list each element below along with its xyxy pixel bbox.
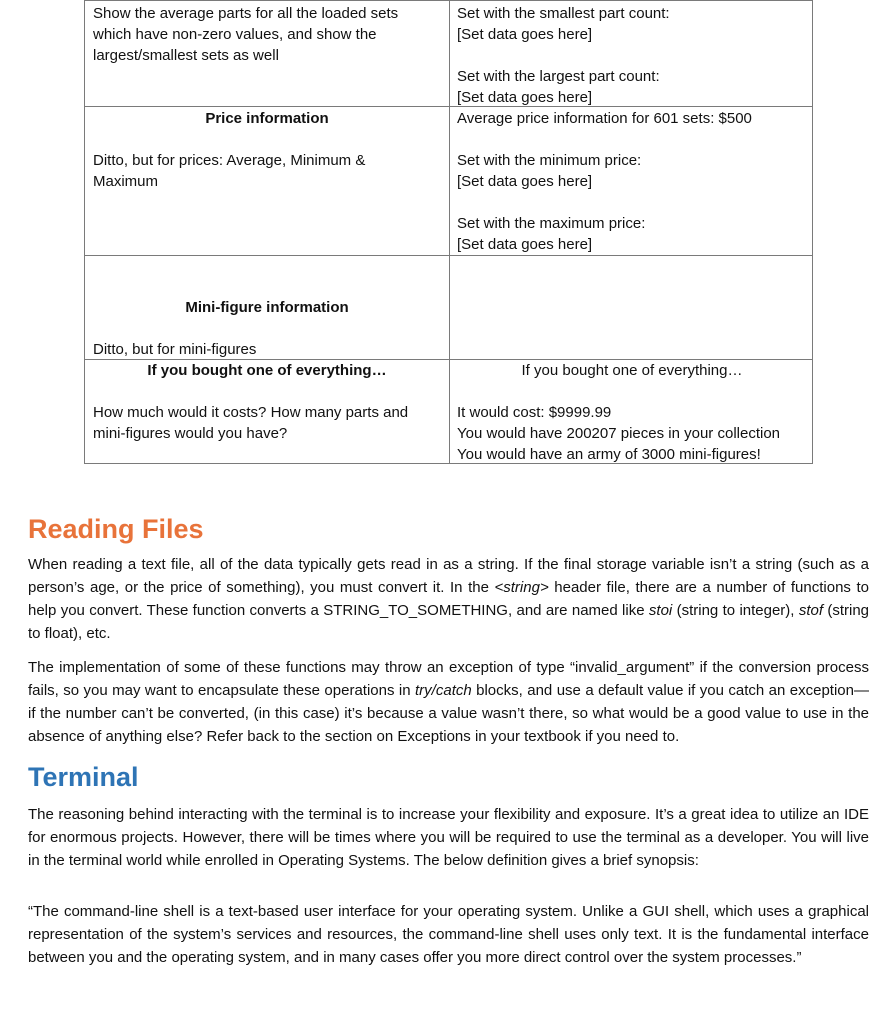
everything-description — [93, 402, 408, 444]
total-minifigs: You would have an army of 3000 mini-figures! — [457, 446, 761, 463]
price-description-line: Maximum — [93, 173, 159, 190]
parts-description — [93, 3, 398, 66]
row-divider — [85, 106, 812, 107]
max-price-value: [Set data goes here] — [457, 236, 593, 253]
max-price-label: Set with the maximum price: — [457, 215, 646, 232]
terminal-paragraph: The reasoning behind interacting with the terminal is to increase your flexibility and exposure. It’s a great idea to utilize an IDE for enormous projects. However, there will be times where you will be required to use the terminal as a developer. You will live in the terminal world while enrolled in Operating Systems. The below definition gives a brief synopsis: — [28, 806, 869, 869]
everything-description-line: mini-figures would you have? — [93, 425, 288, 442]
everything-description-line: How much would it costs? How many parts and — [93, 404, 409, 421]
min-price-value: [Set data goes here] — [457, 173, 593, 190]
total-cost: It would cost: $9999.99 — [457, 404, 612, 421]
everything-header-right: If you bought one of everything… — [521, 362, 743, 379]
terminal-quote: “The command-line shell is a text-based user interface for your operating system. Unlike a GUI shell, which uses a graphical representation of the system’s services and resources, the command-line shell uses only text. It is the fundamental interface between you and the operating system, and in many cases offer you more direct control over the system processes.” — [28, 903, 869, 966]
largest-set-label: Set with the largest part count: — [457, 68, 660, 85]
total-pieces: You would have 200207 pieces in your collection — [457, 425, 781, 442]
price-header: Price information — [205, 110, 329, 127]
smallest-set-label: Set with the smallest part count: — [457, 5, 670, 22]
smallest-set-value: [Set data goes here] — [457, 26, 593, 43]
price-description-line: Ditto, but for prices: Average, Minimum & — [93, 152, 366, 169]
largest-set-value: [Set data goes here] — [457, 89, 593, 106]
reading-files-heading: Reading Files — [28, 514, 204, 544]
parts-output — [457, 3, 670, 108]
price-description — [93, 150, 365, 192]
everything-header-left: If you bought one of everything… — [147, 362, 387, 379]
min-price-label: Set with the minimum price: — [457, 152, 642, 169]
terminal-heading: Terminal — [28, 762, 139, 792]
parts-description-line: largest/smallest sets as well — [93, 47, 279, 64]
average-price: Average price information for 601 sets: $500 — [457, 110, 752, 127]
row-divider — [85, 255, 812, 256]
reading-files-paragraph-1: When reading a text file, all of the data typically gets read in as a string. If the final storage variable isn’t a string (such as a person’s age, or the price of something), you must convert it. In the <string> header file, there are a number of functions to help you convert. These function converts a STRING_TO_SOMETHING, and are named like stoi (string to integer), stof (string to float), etc. — [28, 556, 870, 642]
price-output — [457, 108, 752, 255]
reading-files-paragraph-2: The implementation of some of these functions may throw an exception of type “invalid_argument” if the conversion process fails, so you may want to encapsulate these operations in try/catch blocks, and use a default value if you catch an exception—if the number can’t be converted, (in this case) it’s because a value wasn’t there, so what would be a good value to use in the absence of anything else? Refer back to the section on Exceptions in your textbook if you need to. — [28, 659, 869, 745]
everything-output — [457, 402, 780, 465]
column-divider — [449, 1, 450, 463]
requirements-table — [84, 0, 813, 464]
parts-description-line: Show the average parts for all the loaded sets — [93, 5, 399, 22]
minifig-description: Ditto, but for mini-figures — [93, 341, 257, 358]
parts-description-line: which have non-zero values, and show the — [93, 26, 377, 43]
minifig-header: Mini-figure information — [185, 299, 349, 316]
